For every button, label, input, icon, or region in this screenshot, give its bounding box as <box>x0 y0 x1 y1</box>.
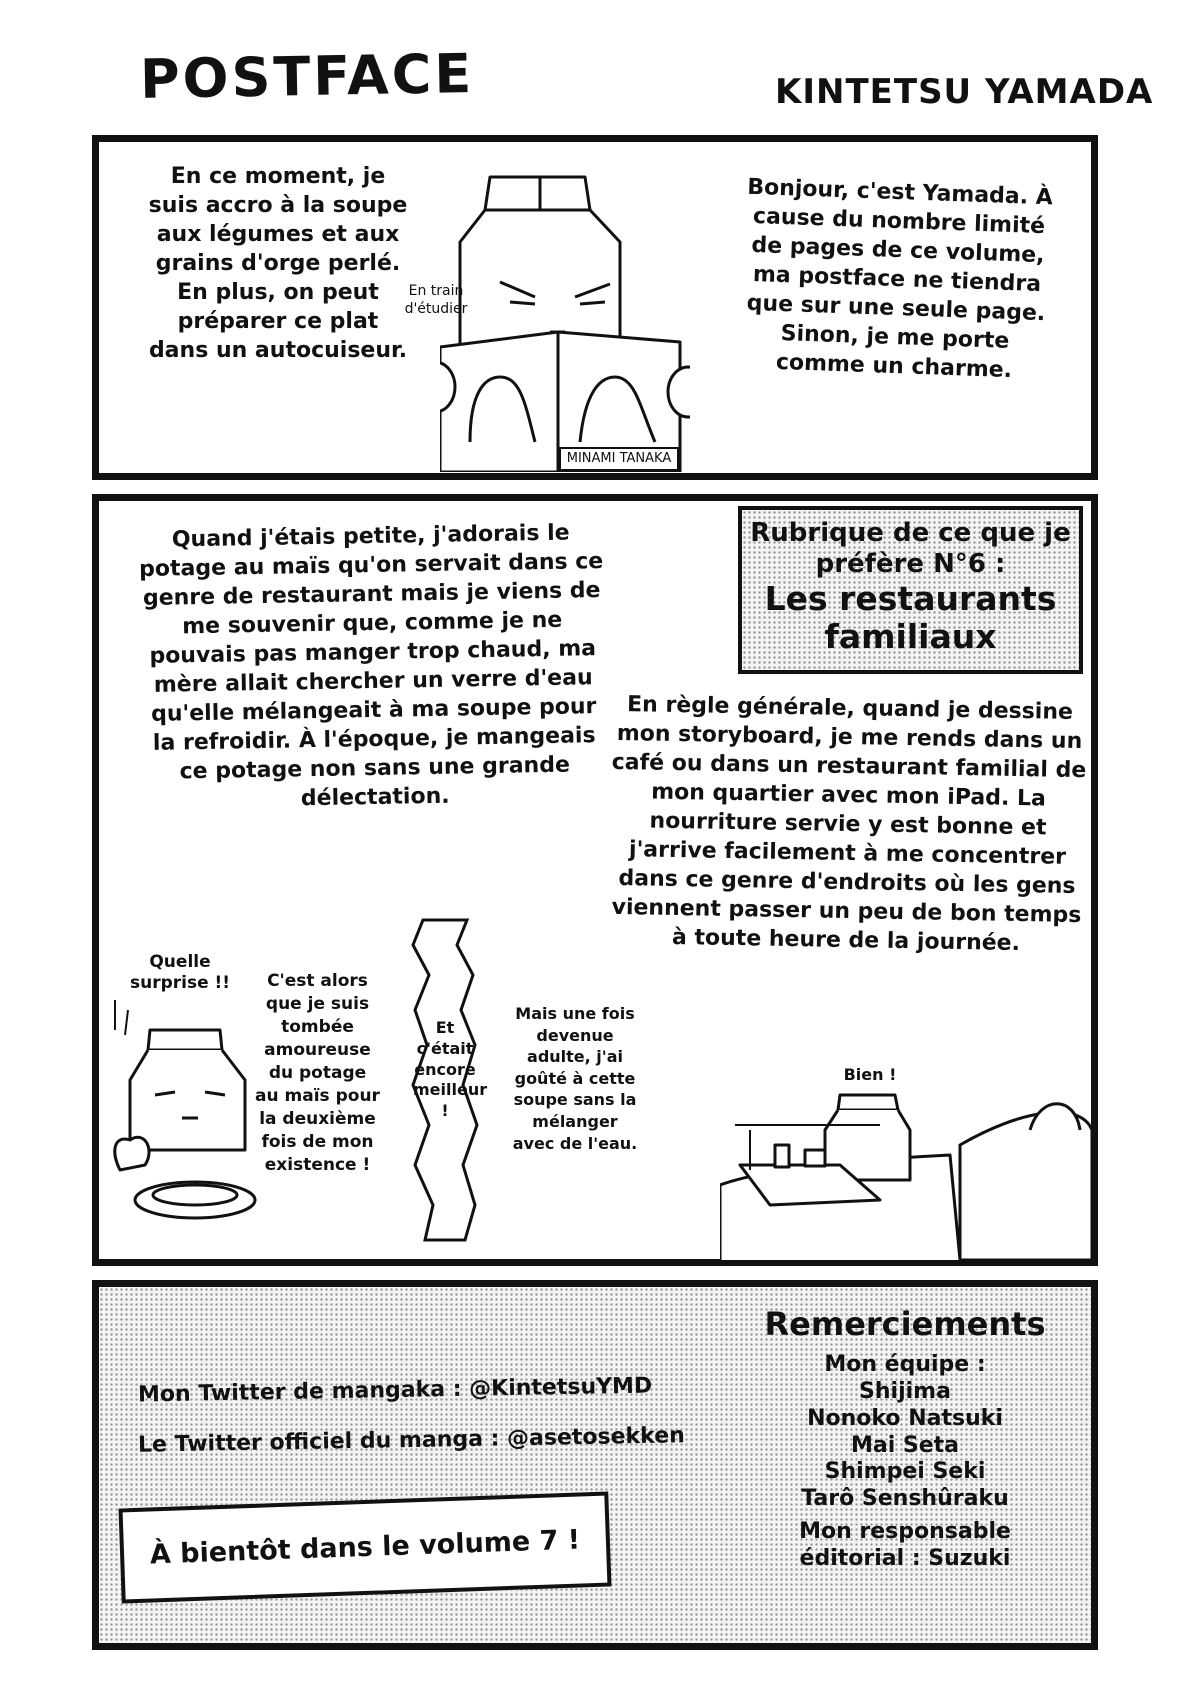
section-heading-line2: Les restaurants familiaux <box>764 579 1057 657</box>
team-member: Mai Seta <box>850 1432 960 1458</box>
team-member: Tarô Senshûraku <box>801 1486 1009 1512</box>
section-heading-box <box>738 506 1083 674</box>
mangaka-twitter: Mon Twitter de mangaka : @KintetsuYMD <box>137 1373 653 1408</box>
team-member: Nonoko Natsuki <box>807 1405 1003 1431</box>
panel1-left-text: En ce moment, je suis accro à la soupe aux légumes et aux grains d'orge perlé. En plus, on peut préparer ce plat dans un autocuiseur. <box>148 164 408 364</box>
team-label: Mon équipe : <box>824 1352 986 1378</box>
bien-caption: Bien ! <box>843 1065 897 1084</box>
soup-character-illustration <box>100 1000 260 1230</box>
character-reading-illustration <box>440 172 690 472</box>
author-name: KINTETSU YAMADA <box>775 72 1154 112</box>
restaurant-character-illustration <box>720 1070 1095 1260</box>
team-member: Shijima <box>859 1378 951 1404</box>
surprise-caption: Quelle surprise !! <box>129 952 231 994</box>
studying-caption: En train d'étudier <box>404 283 468 317</box>
storyboard-text: En règle générale, quand je dessine mon storyboard, je me rends dans un café ou dans un restaurant familial de mon quartier avec mon iPad. La nourriture servie y est bonne et j'arrive facilement à me concentrer dans ce genre d'endroits où les gens viennent passer un peu de bon temps à toute heure de la journée. <box>611 692 1087 957</box>
team-member: Shimpei Seki <box>824 1459 986 1485</box>
manga-twitter: Le Twitter officiel du manga : @asetosekken <box>137 1423 686 1458</box>
editor-label: Mon responsable éditorial : Suzuki <box>799 1519 1011 1571</box>
thanks-title: Remerciements <box>764 1305 1046 1343</box>
thanks-block <box>755 1305 1055 1573</box>
even-better-caption: Et c'était encore meilleur ! <box>413 1018 488 1121</box>
love-again-caption: C'est alors que je suis tombée amoureuse du potage au maïs pour la deuxième fois de mon existence ! <box>255 971 380 1175</box>
book-label: MINAMI TANAKA <box>566 451 672 466</box>
next-volume-sign: À bientôt dans le volume 7 ! <box>118 1491 611 1603</box>
page-title: POSTFACE <box>139 42 475 111</box>
section-heading-line1: Rubrique de ce que je préfère N°6 : <box>750 518 1071 580</box>
adult-caption: Mais une fois devenue adulte, j'ai goûté à cette soupe sans la mélanger avec de l'eau. <box>512 1004 638 1153</box>
childhood-text: Quand j'étais petite, j'adorais le potage au maïs qu'on servait dans ce genre de restaurant mais je viens de me souvenir que, comme je ne pouvais pas manger trop chaud, ma mère allait chercher un verre d'eau qu'elle mélangeait à ma soupe pour la refroidir. À l'époque, je mangeais ce potage non sans une grande délectation. <box>138 520 604 812</box>
panel1-right-text: Bonjour, c'est Yamada. À cause du nombre limité de pages de ce volume, ma postface ne tiendra que sur une seule page. Sinon, je me porte comme un charme. <box>746 174 1054 384</box>
